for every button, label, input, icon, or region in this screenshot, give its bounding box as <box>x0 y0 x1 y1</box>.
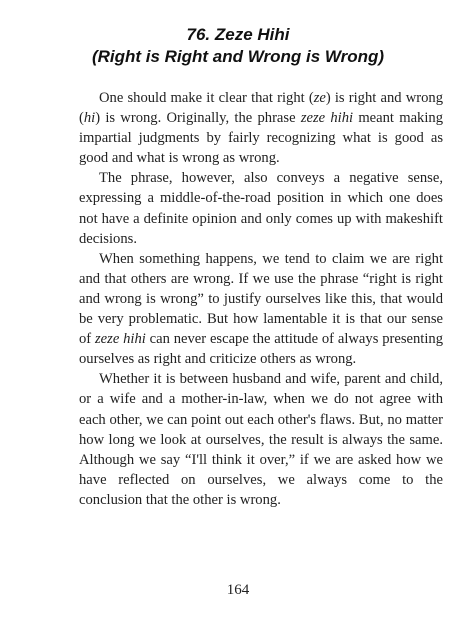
text-run: The phrase, however, also conveys a negative sense, expressing a middle-of-the-road position in which one does not have a definite opinion and only comes up with makeshift decisions. <box>79 170 443 247</box>
text-run: When something happens, we tend to claim we are right and that others are wrong. If we use the phrase “right is right and wrong is wrong” to justify ourselves like this, that would be very problematic. But how lamentable it is that our sense of <box>79 250 443 348</box>
italic-term: ze <box>313 90 326 106</box>
paragraph-1 <box>79 88 443 168</box>
text-run: Whether it is between husband and wife, parent and child, or a wife and a mother-in-law, when we do not agree with each other, we can point out each other's flaws. But, no matter how long we look at ourselves, the result is always the same. Although we say “I'll think it over,” if we are asked how we have reflected on ourselves, we always come to the conclusion that the other is wrong. <box>79 371 443 508</box>
chapter-title: 76. Zeze Hihi <box>186 25 290 44</box>
text-run: ) is wrong. Originally, the phrase <box>95 110 301 127</box>
italic-term: hi <box>83 110 96 127</box>
chapter-subtitle: (Right is Right and Wrong is Wrong) <box>91 47 385 66</box>
paragraph-2 <box>79 168 443 248</box>
text-run: can never escape the attitude of always presenting ourselves as right and criticize others as wrong. <box>79 331 443 368</box>
page-number: 164 <box>226 582 250 598</box>
text-run: One should make it clear that right ( <box>99 90 314 106</box>
text-run: meant making impartial judgments by fairly recognizing what is good as good and what is wrong as wrong. <box>79 110 443 167</box>
paragraph-3 <box>79 249 443 370</box>
body-text <box>79 88 443 510</box>
text-run: ) is right and wrong ( <box>79 90 443 127</box>
paragraph-4 <box>79 369 443 510</box>
italic-term: zeze hihi <box>94 331 146 348</box>
italic-term: zeze hihi <box>300 110 354 127</box>
